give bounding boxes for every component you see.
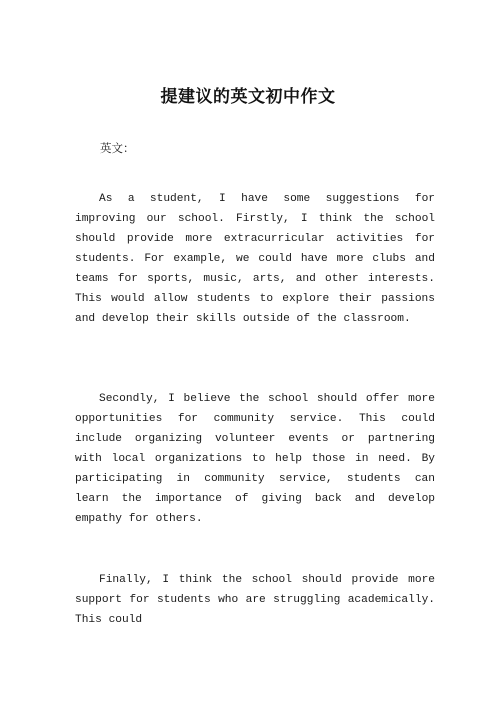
- paragraph-1: [75, 189, 435, 329]
- section-label: 英文：: [100, 141, 135, 155]
- paragraph-text: As a student, I have some suggestions for improving our school. Firstly, I think the school should provide more extracurricular activities for students. For example, we could have more clubs and teams for sports, music, arts, and other interests. This would allow students to explore their passions and develop their skills outside of the classroom.: [75, 193, 435, 325]
- paragraph-3: [75, 570, 435, 630]
- paragraph-text: Secondly, I believe the school should offer more opportunities for community service. This could include organizing volunteer events or partnering with local organizations to help those in need. By participating in community service, students can learn the importance of giving back and develop empathy for others.: [75, 393, 435, 525]
- page-title: 提建议的英文初中作文: [160, 87, 336, 107]
- paragraph-text: Finally, I think the school should provide more support for students who are struggling academically. This could: [75, 574, 435, 626]
- paragraph-2: [75, 389, 435, 529]
